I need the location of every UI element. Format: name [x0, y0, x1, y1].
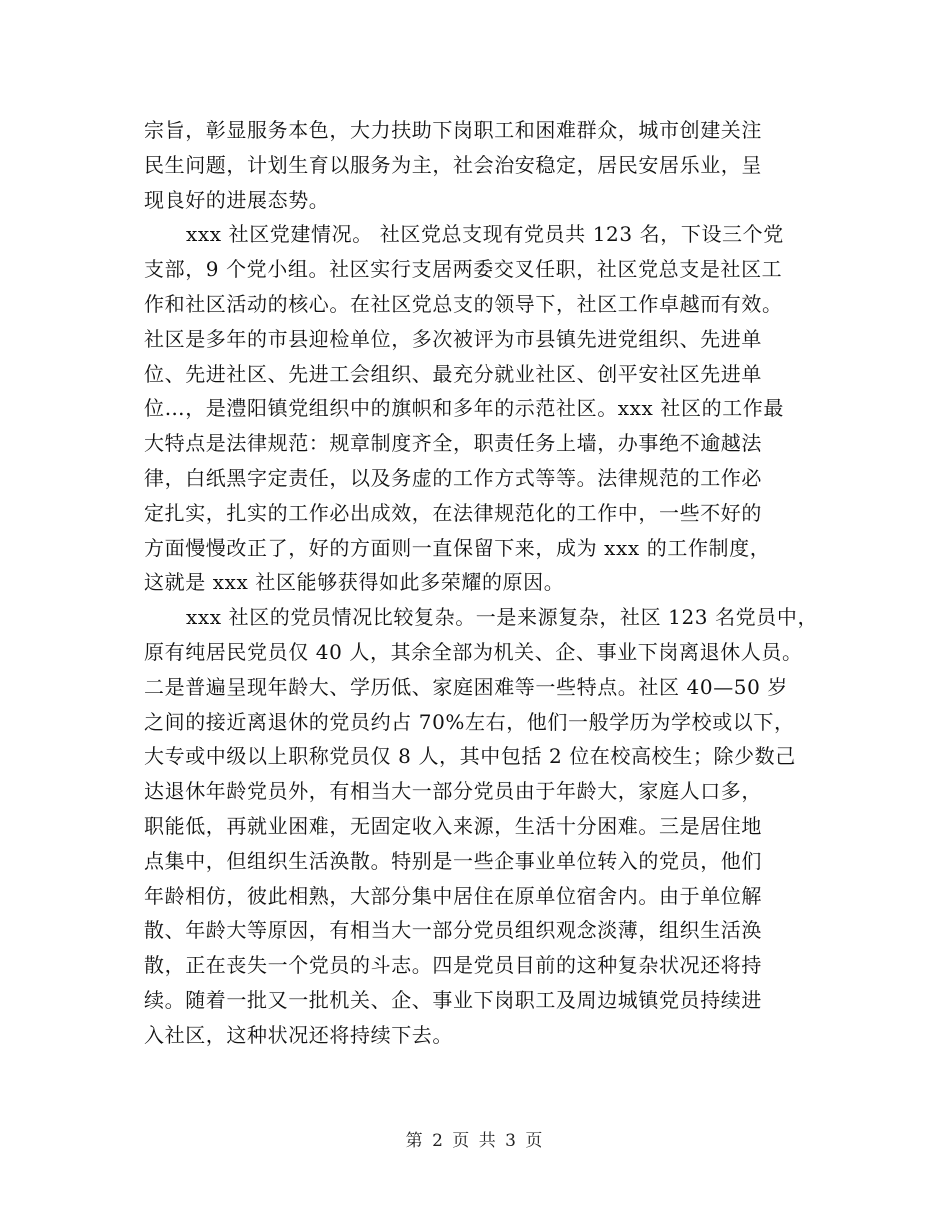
text-line: 入社区，这种状况还将持续下去。 [144, 1022, 453, 1047]
text-line: 年龄相仿，彼此相熟，大部分集中居住在原单位宿舍内。由于单位解 [144, 883, 762, 908]
text-line: 律，白纸黑字定责任，以及务虚的工作方式等等。法律规范的工作必 [144, 465, 762, 490]
page-footer: 第 2 页 共 3 页 [405, 1131, 545, 1151]
text-line: 大特点是法律规范：规章制度齐全，职责任务上墙，办事绝不逾越法 [144, 431, 762, 456]
document-body [144, 113, 824, 1053]
paragraph-party-building [144, 217, 824, 600]
text-line: 这就是 xxx 社区能够获得如此多荣耀的原因。 [144, 570, 565, 595]
text-line: 职能低，再就业困难，无固定收入来源，生活十分困难。三是居住地 [144, 813, 762, 838]
text-line: 续。随着一批又一批机关、企、事业下岗职工及周边城镇党员持续进 [144, 987, 762, 1012]
text-line: 定扎实，扎实的工作必出成效，在法律规范化的工作中，一些不好的 [144, 500, 762, 525]
text-line: 支部，9 个党小组。社区实行支居两委交叉任职，社区党总支是社区工 [144, 257, 783, 282]
text-line: 民生问题，计划生育以服务为主，社会治安稳定，居民安居乐业，呈 [144, 152, 762, 177]
text-line: 宗旨，彰显服务本色，大力扶助下岗职工和困难群众，城市创建关注 [144, 118, 762, 142]
text-line: 作和社区活动的核心。在社区党总支的领导下，社区工作卓越而有效。 [144, 291, 783, 316]
text-line: 社区是多年的市县迎检单位，多次被评为市县镇先进党组织、先进单 [144, 326, 762, 351]
paragraph-continuation [144, 113, 824, 217]
text-line: 位、先进社区、先进工会组织、最充分就业社区、创平安社区先进单 [144, 361, 762, 386]
text-line: 方面慢慢改正了，好的方面则一直保留下来，成为 xxx 的工作制度， [144, 535, 771, 560]
text-line: 点集中，但组织生活涣散。特别是一些企事业单位转入的党员，他们 [144, 848, 762, 873]
text-line: 二是普遍呈现年龄大、学历低、家庭困难等一些特点。社区 40—50 岁 [144, 674, 789, 699]
text-line: xxx 社区的党员情况比较复杂。一是来源复杂，社区 123 名党员中， [186, 605, 819, 630]
text-line: xxx 社区党建情况。 社区党总支现有党员共 123 名，下设三个党 [186, 222, 784, 247]
text-line: 散，正在丧失一个党员的斗志。四是党员目前的这种复杂状况还将持 [144, 953, 762, 978]
text-line: 大专或中级以上职称党员仅 8 人，其中包括 2 位在校高校生；除少数己 [144, 744, 796, 769]
text-line: 散、年龄大等原因，有相当大一部分党员组织观念淡薄，组织生活涣 [144, 918, 762, 943]
text-line: 现良好的进展态势。 [144, 187, 330, 212]
text-line: 之间的接近离退休的党员约占 70%左右，他们一般学历为学校或以下， [144, 709, 795, 734]
text-line: 达退休年龄党员外，有相当大一部分党员由于年龄大，家庭人口多， [144, 779, 762, 804]
paragraph-member-situation [144, 600, 824, 1052]
text-line: 原有纯居民党员仅 40 人，其余全部为机关、企、事业下岗离退休人员。 [144, 639, 803, 664]
text-line: 位…，是澧阳镇党组织中的旗帜和多年的示范社区。xxx 社区的工作最 [144, 396, 784, 421]
